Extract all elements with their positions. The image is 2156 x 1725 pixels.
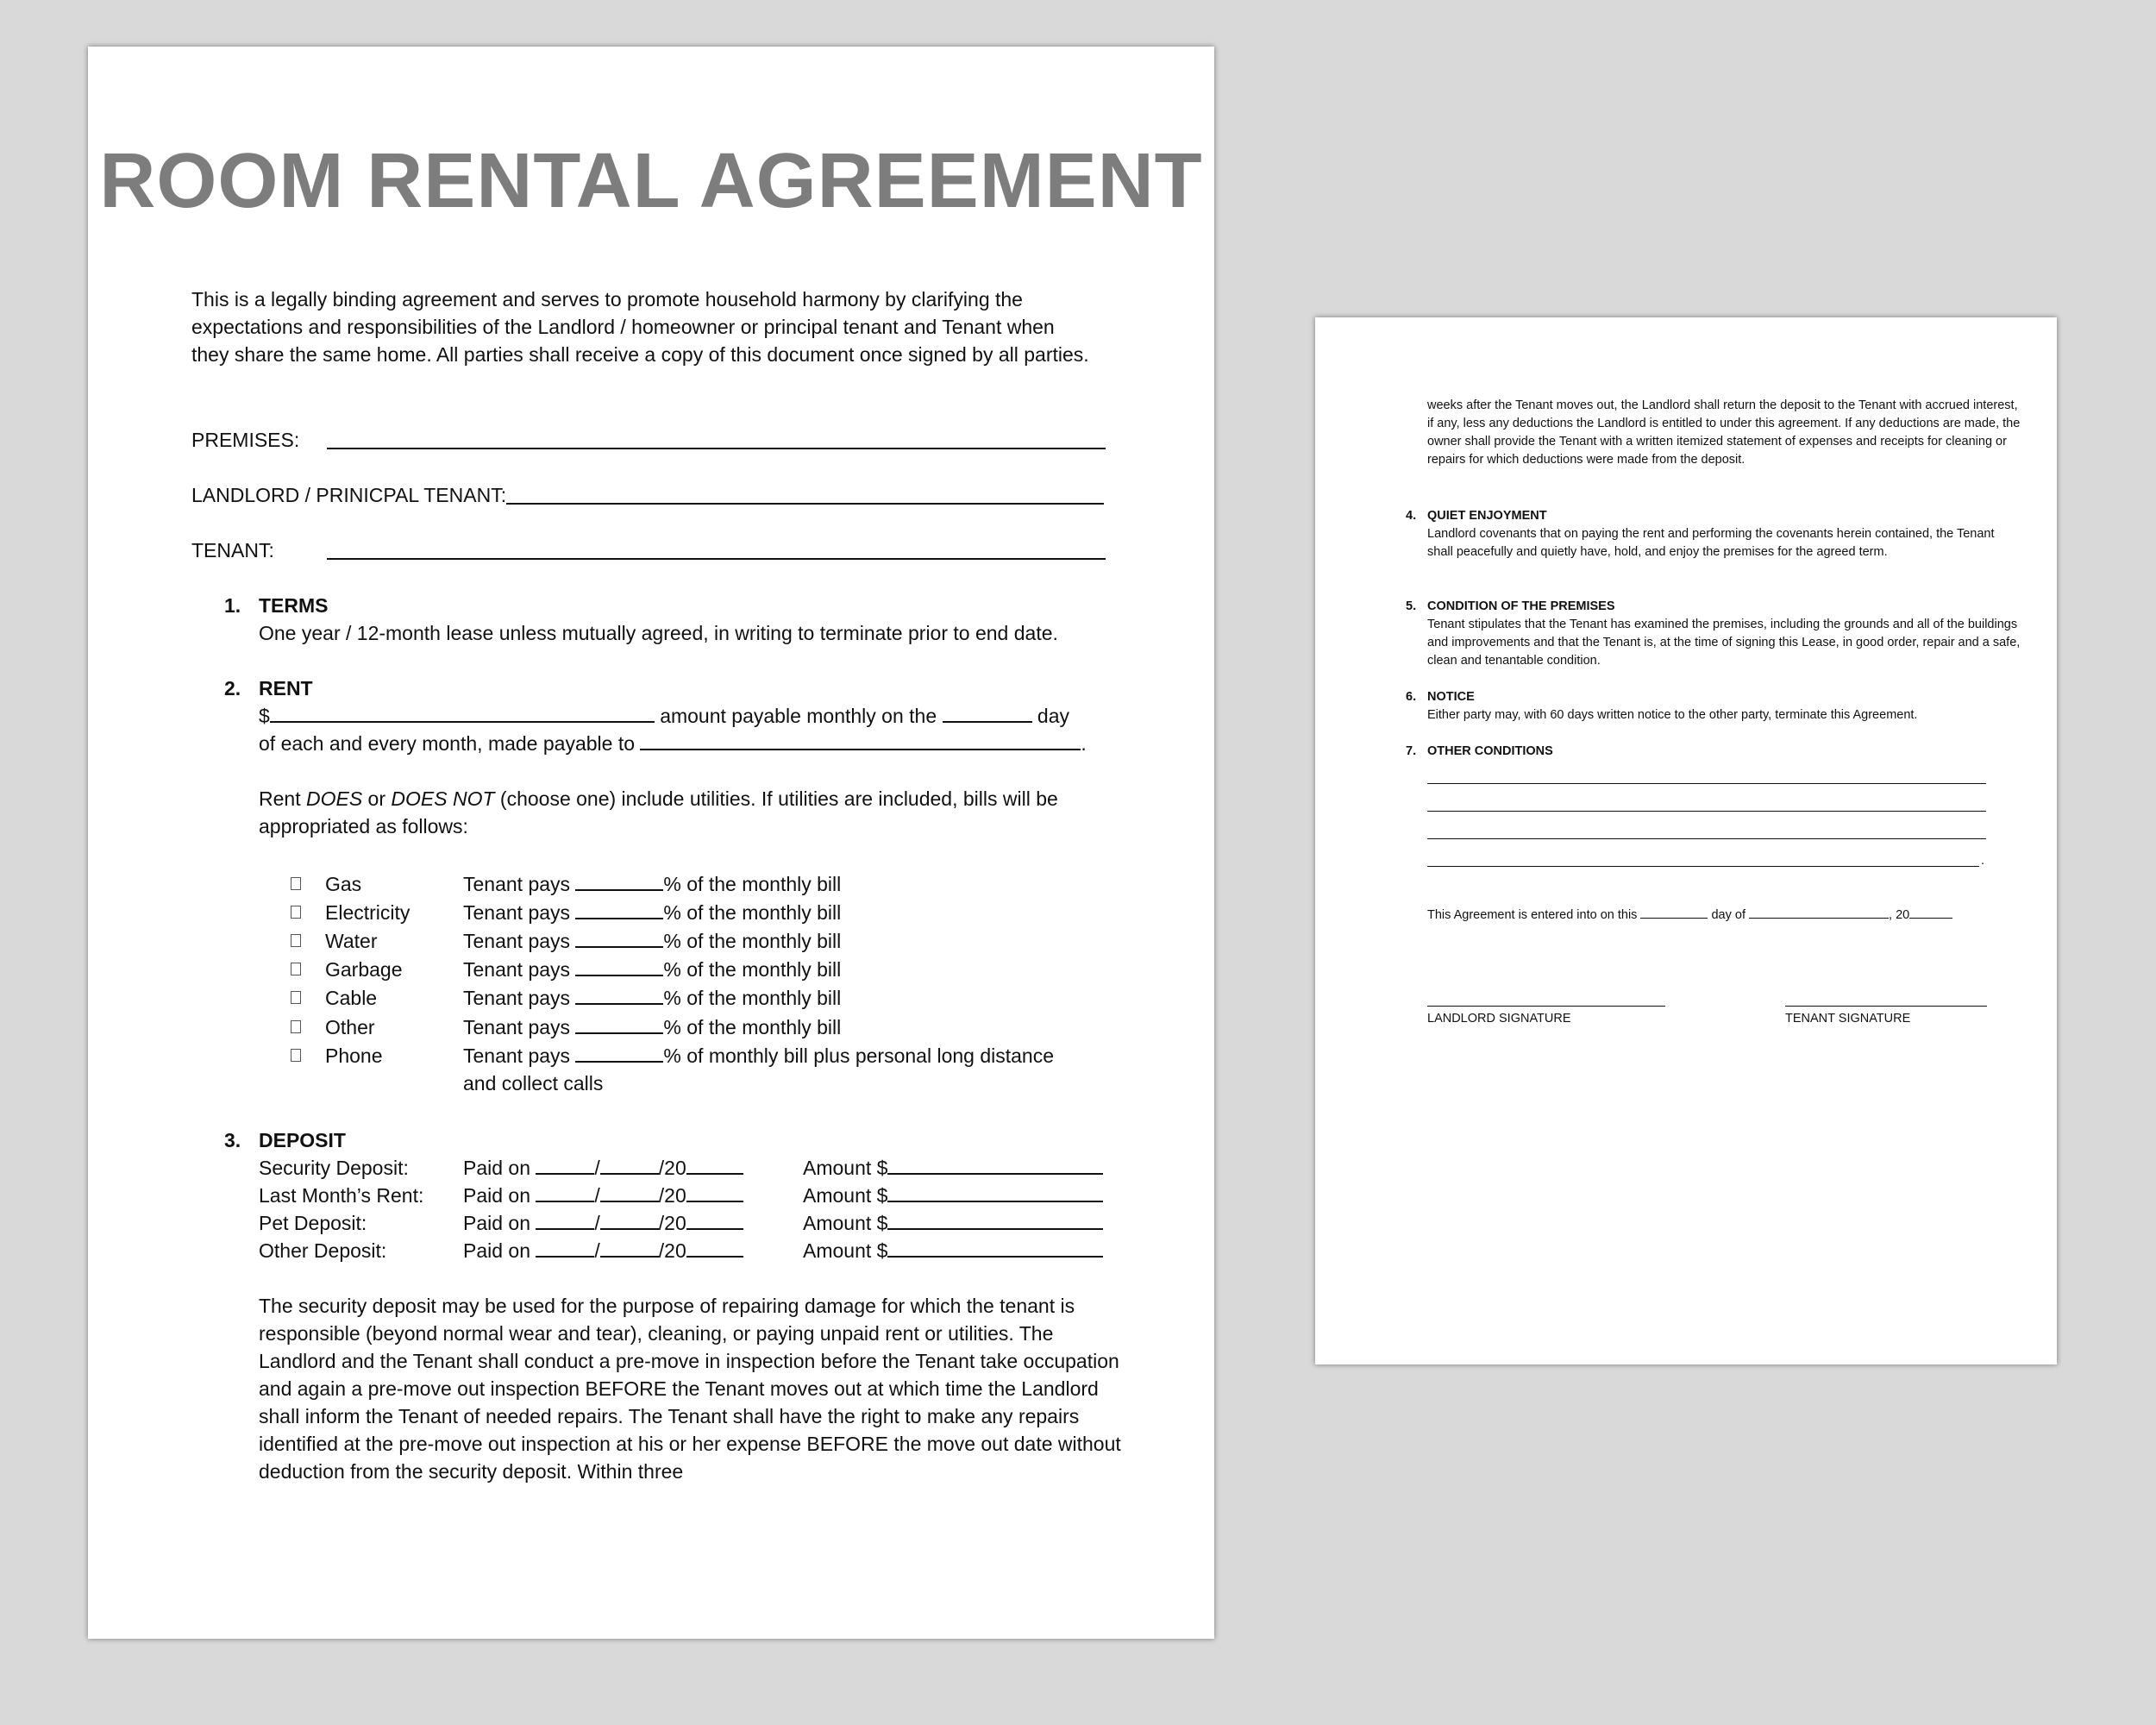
deposit-continuation: weeks after the Tenant moves out, the Landlord shall return the deposit to the Tenant with accrued interest, if any, less any deductions the Landlord is entitled to under this agreement. If any deductions are made, the owner shall provide the Tenant with a written itemized statement of expenses and receipts for cleaning or repairs for which deductions were made from the deposit. xyxy=(1427,398,2021,467)
percent-blank[interactable] xyxy=(575,988,663,1005)
utilities-paragraph xyxy=(259,785,1121,840)
amount-text: Amount $ xyxy=(803,1212,888,1234)
dollar-sign: $ xyxy=(259,705,270,727)
deposit-row xyxy=(259,1237,1121,1264)
quiet-heading: QUIET ENJOYMENT xyxy=(1427,509,1547,523)
tenant-pays-text: Tenant pays xyxy=(463,1016,571,1038)
percent-suffix: % of the monthly bill xyxy=(663,873,842,895)
percent-blank[interactable] xyxy=(575,1017,663,1034)
deposit-number: 3. xyxy=(224,1129,241,1151)
utility-checkbox[interactable] xyxy=(291,934,301,947)
utility-share xyxy=(463,1042,1054,1070)
amount-blank[interactable] xyxy=(887,1240,1103,1258)
premises-label: PREMISES: xyxy=(191,429,300,451)
entered-text-c: , 20 xyxy=(1889,908,1910,922)
utility-share xyxy=(463,899,841,926)
amount-text: Amount $ xyxy=(803,1239,888,1262)
other-heading: OTHER CONDITIONS xyxy=(1427,744,1553,758)
landlord-signature-line[interactable] xyxy=(1427,1006,1665,1007)
date-slash: / xyxy=(594,1184,600,1207)
tenant-label: TENANT: xyxy=(191,539,274,561)
rent-payable-text: of each and every month, made payable to xyxy=(259,732,636,755)
terms-number: 1. xyxy=(224,594,241,617)
deposit-label: Pet Deposit: xyxy=(259,1212,367,1234)
percent-blank[interactable] xyxy=(575,959,663,976)
rent-line-2 xyxy=(259,730,1087,757)
year-prefix: /20 xyxy=(658,1239,686,1262)
tenant-signature-line[interactable] xyxy=(1785,1006,1987,1007)
landlord-label: LANDLORD / PRINICPAL TENANT: xyxy=(191,484,507,506)
utility-share xyxy=(463,984,841,1012)
rent-amount-blank[interactable] xyxy=(270,706,655,723)
deposit-label: Last Month’s Rent: xyxy=(259,1184,424,1207)
utility-name: Other xyxy=(325,1016,375,1038)
percent-suffix: % of the monthly bill xyxy=(663,901,842,924)
utility-name: Electricity xyxy=(325,901,411,924)
other-conditions-line[interactable] xyxy=(1427,866,1979,867)
utility-share xyxy=(463,1013,841,1041)
utility-name: Phone xyxy=(325,1044,383,1067)
condition-number: 5. xyxy=(1406,599,1417,613)
month-blank[interactable] xyxy=(536,1157,594,1175)
utility-share xyxy=(463,927,841,955)
utility-checkbox[interactable] xyxy=(291,991,301,1004)
paid-on-field xyxy=(463,1209,743,1237)
deposit-row xyxy=(259,1182,1121,1209)
deposit-heading: DEPOSIT xyxy=(259,1129,346,1151)
other-conditions-period: . xyxy=(1981,854,1985,868)
amount-field xyxy=(803,1209,1103,1237)
rent-day-text: day xyxy=(1037,705,1069,727)
rent-amount-text: amount payable monthly on the xyxy=(660,705,937,727)
paid-on-field xyxy=(463,1154,743,1182)
amount-field xyxy=(803,1182,1103,1209)
utilities-text-a: Rent xyxy=(259,787,306,810)
document-page-1 xyxy=(88,47,1214,1639)
month-blank[interactable] xyxy=(536,1240,594,1258)
amount-text: Amount $ xyxy=(803,1184,888,1207)
utilities-text-b: (choose one) include utilities. If utilities are included, bills will be appropriated as follows: xyxy=(259,787,1058,837)
notice-text: Either party may, with 60 days written notice to the other party, terminate this Agreement. xyxy=(1427,708,1918,722)
deposit-label: Other Deposit: xyxy=(259,1239,387,1262)
deposit-label: Security Deposit: xyxy=(259,1157,409,1179)
paid-on-text: Paid on xyxy=(463,1157,531,1179)
rent-number: 2. xyxy=(224,677,241,699)
year-blank[interactable] xyxy=(686,1240,743,1258)
paid-on-field xyxy=(463,1182,743,1209)
tenant-pays-text: Tenant pays xyxy=(463,958,571,981)
percent-suffix: % of the monthly bill xyxy=(663,987,842,1009)
tenant-pays-text: Tenant pays xyxy=(463,1044,571,1067)
condition-text: Tenant stipulates that the Tenant has examined the premises, including the grounds and all of the buildings and improvements and that the Tenant is, at the time of signing this Lease, in good order, repair and a safe, clean and tenantable condition. xyxy=(1427,618,2021,668)
tenant-pays-text: Tenant pays xyxy=(463,873,571,895)
tenant-pays-text: Tenant pays xyxy=(463,901,571,924)
rent-payee-blank[interactable] xyxy=(640,733,1081,750)
amount-field xyxy=(803,1237,1103,1264)
month-blank[interactable] xyxy=(536,1185,594,1202)
other-conditions-line[interactable] xyxy=(1427,838,1986,839)
deposit-row xyxy=(259,1154,1121,1182)
utility-name: Water xyxy=(325,930,378,952)
year-blank[interactable] xyxy=(686,1157,743,1175)
rent-period: . xyxy=(1081,732,1087,755)
tenant-pays-text: Tenant pays xyxy=(463,987,571,1009)
amount-text: Amount $ xyxy=(803,1157,888,1179)
intro-paragraph: This is a legally binding agreement and serves to promote household harmony by clarifying the expectations and responsibilities of the Landlord / homeowner or principal tenant and Tenant when they share the same home. All parties shall receive a copy of this document once signed by all parties. xyxy=(191,288,1089,366)
entered-month-blank[interactable] xyxy=(1749,907,1889,919)
tenant-signature-label: TENANT SIGNATURE xyxy=(1785,1012,1911,1026)
utility-name: Gas xyxy=(325,873,362,895)
other-conditions-line[interactable] xyxy=(1427,811,1986,812)
utility-checkbox[interactable] xyxy=(291,1049,301,1062)
utility-share xyxy=(463,956,841,983)
year-prefix: /20 xyxy=(658,1157,686,1179)
day-blank[interactable] xyxy=(600,1157,659,1175)
phone-line-2: and collect calls xyxy=(463,1072,604,1095)
percent-blank[interactable] xyxy=(575,931,663,948)
deposit-row xyxy=(259,1209,1121,1237)
document-page-2 xyxy=(1315,317,2057,1364)
percent-suffix: % of the monthly bill xyxy=(663,930,842,952)
utilities-or: or xyxy=(362,787,392,810)
utility-name: Garbage xyxy=(325,958,403,981)
amount-blank[interactable] xyxy=(887,1157,1103,1175)
percent-blank[interactable] xyxy=(575,874,663,891)
percent-blank[interactable] xyxy=(575,1045,663,1063)
percent-suffix: % of the monthly bill xyxy=(663,1016,842,1038)
terms-text: One year / 12-month lease unless mutually agreed, in writing to terminate prior to end date. xyxy=(259,622,1058,644)
utility-share xyxy=(463,870,841,898)
other-number: 7. xyxy=(1406,744,1417,758)
amount-field xyxy=(803,1154,1103,1182)
date-slash: / xyxy=(594,1157,600,1179)
amount-blank[interactable] xyxy=(887,1213,1103,1230)
premises-line[interactable] xyxy=(327,448,1106,449)
notice-number: 6. xyxy=(1406,690,1417,704)
percent-suffix: % of the monthly bill xyxy=(663,958,842,981)
utility-checkbox[interactable] xyxy=(291,1020,301,1033)
quiet-number: 4. xyxy=(1406,509,1417,523)
tenant-pays-text: Tenant pays xyxy=(463,930,571,952)
utility-checkbox[interactable] xyxy=(291,906,301,919)
utility-checkbox[interactable] xyxy=(291,963,301,975)
paid-on-text: Paid on xyxy=(463,1239,531,1262)
rent-day-blank[interactable] xyxy=(943,706,1032,723)
entered-year-blank[interactable] xyxy=(1909,907,1952,919)
condition-heading: CONDITION OF THE PREMISES xyxy=(1427,599,1615,613)
date-slash: / xyxy=(594,1212,600,1234)
rent-line-1 xyxy=(259,702,1069,730)
utilities-does: DOES xyxy=(305,787,363,810)
landlord-line[interactable] xyxy=(506,503,1104,505)
year-prefix: /20 xyxy=(658,1212,686,1234)
year-prefix: /20 xyxy=(658,1184,686,1207)
tenant-line[interactable] xyxy=(327,558,1106,560)
phone-suffix: % of monthly bill plus personal long distance xyxy=(663,1044,1055,1067)
deposit-paragraph: The security deposit may be used for the purpose of repairing damage for which the tenant is responsible (beyond normal wear and tear), cleaning, or paying unpaid rent or utilities. The Landlord and the Tenant shall conduct a pre-move in inspection before the Tenant take occupation and again a pre-move out inspection BEFORE the Tenant moves out at which time the Landlord shall inform the Tenant of needed repairs. The Tenant shall have the right to make any repairs identified at the pre-move out inspection at his or her expense BEFORE the move out date without deduction from the security deposit. Within three xyxy=(259,1295,1121,1483)
paid-on-field xyxy=(463,1237,743,1264)
entered-day-blank[interactable] xyxy=(1640,907,1708,919)
day-blank[interactable] xyxy=(600,1185,659,1202)
terms-heading: TERMS xyxy=(259,594,329,617)
year-blank[interactable] xyxy=(686,1213,743,1230)
quiet-text: Landlord covenants that on paying the rent and performing the covenants herein contained, the Tenant shall peacefully and quietly have, hold, and enjoy the premises for the agreed term. xyxy=(1427,527,1995,559)
month-blank[interactable] xyxy=(536,1213,594,1230)
entered-text-a: This Agreement is entered into on this xyxy=(1427,908,1638,922)
document-title: ROOM RENTAL AGREEMENT xyxy=(99,138,1203,224)
paid-on-text: Paid on xyxy=(463,1212,531,1234)
landlord-signature-label: LANDLORD SIGNATURE xyxy=(1427,1012,1571,1026)
notice-heading: NOTICE xyxy=(1427,690,1475,704)
utilities-does-not: DOES NOT xyxy=(391,787,495,810)
paid-on-text: Paid on xyxy=(463,1184,531,1207)
day-blank[interactable] xyxy=(600,1240,659,1258)
utility-name: Cable xyxy=(325,987,378,1009)
day-blank[interactable] xyxy=(600,1213,659,1230)
rent-heading: RENT xyxy=(259,677,313,699)
date-slash: / xyxy=(594,1239,600,1262)
amount-blank[interactable] xyxy=(887,1185,1103,1202)
entered-text-b: day of xyxy=(1711,908,1745,922)
year-blank[interactable] xyxy=(686,1185,743,1202)
percent-blank[interactable] xyxy=(575,902,663,919)
utility-checkbox[interactable] xyxy=(291,877,301,890)
agreement-date-line xyxy=(1427,906,1952,925)
other-conditions-line[interactable] xyxy=(1427,783,1986,784)
